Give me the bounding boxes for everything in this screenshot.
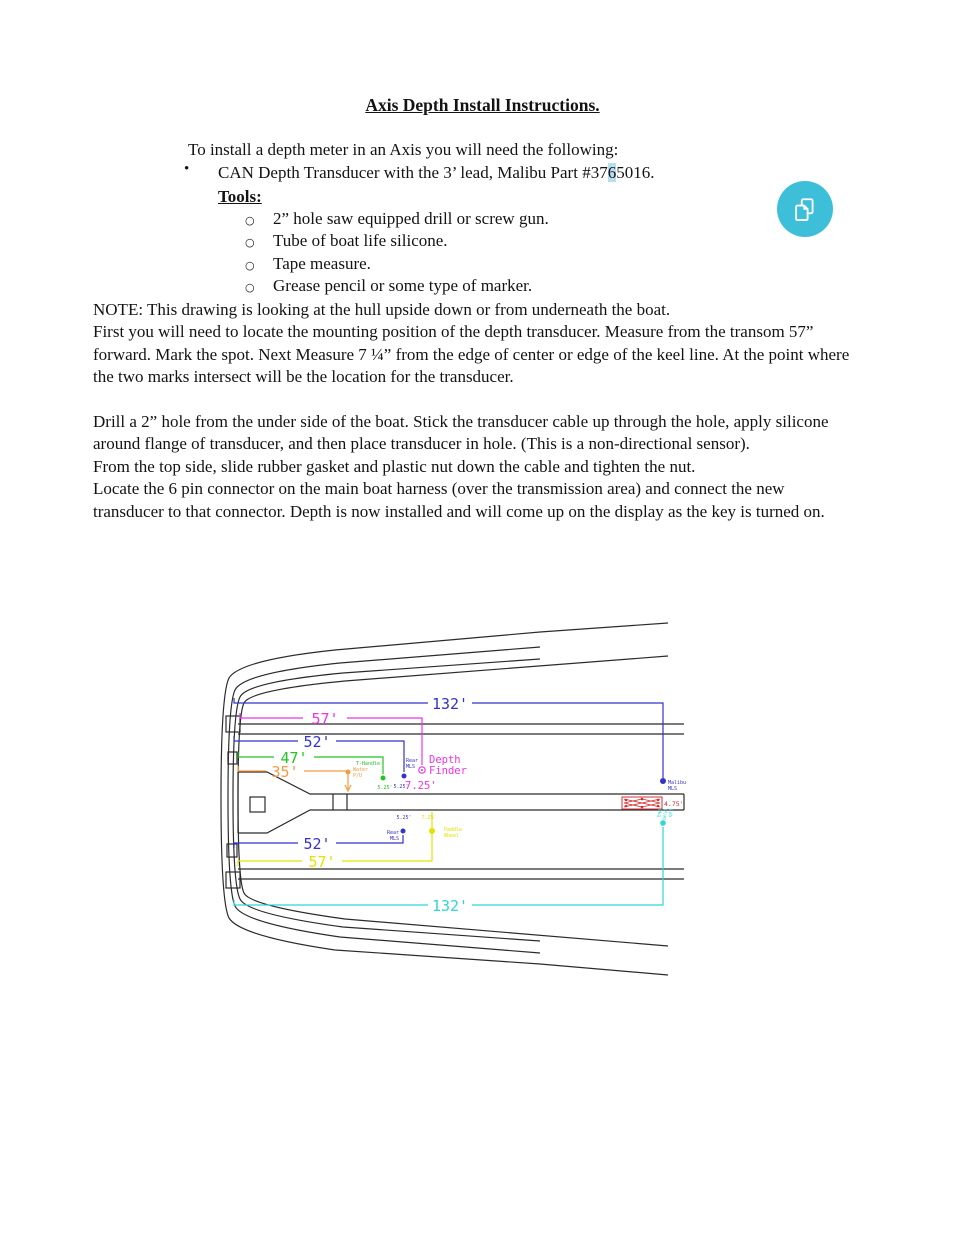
paragraph-first-measure: First you will need to locate the mounting position of the depth transducer. Measure from the transom 57” forward. Mark the spot. Next Measure 7 ¼” from the edge of center or edge of the keel line. At the point where the two marks intersect will be the location for the transducer.: [93, 322, 850, 387]
t-handle-marker: [381, 776, 386, 781]
list-item: [245, 276, 549, 298]
highlighted-character: 6: [607, 163, 617, 182]
tool-item-grease-pencil: Grease pencil or some type of marker.: [273, 276, 533, 296]
transom-fitting: [228, 752, 237, 764]
dim-52-top: [234, 733, 418, 790]
dim-57-bottom-label: 57': [308, 853, 336, 871]
rear-mls-bottom-offset-label: 5.25': [396, 815, 412, 821]
paragraph-note: NOTE: This drawing is looking at the hull upside down or from underneath the boat.: [93, 300, 671, 319]
tool-item-silicone: Tube of boat life silicone.: [273, 231, 448, 251]
rear-mls-bottom-label-line2: MLS: [389, 836, 399, 842]
hull-diagram: [208, 610, 700, 986]
dim-132-top-label: 132': [431, 695, 469, 713]
dim-132-bottom: [234, 809, 673, 915]
paddle-wheel-label-line2: Wheel: [444, 833, 460, 839]
water-pickup-label-line2: P/U: [353, 773, 363, 779]
paddle-wheel-marker: [429, 828, 435, 834]
depth-finder-label-line2: Finder: [429, 765, 467, 777]
keel-strip: [238, 772, 687, 833]
malibu-mls-label-line2: MLS: [668, 786, 678, 792]
bracket-offset-label: 4.75': [664, 800, 684, 808]
intro-line: To install a depth meter in an Axis you will need the following:: [188, 140, 619, 159]
hull-outer-edge: [221, 623, 668, 975]
malibu-mls-marker: [660, 778, 666, 784]
plug-pkg-label-line3: Pkg: [656, 809, 661, 818]
paragraph-topside: From the top side, slide rubber gasket and plastic nut down the cable and tighten the nut.: [93, 456, 696, 476]
tools-list: [245, 209, 549, 299]
tool-item-tape: Tape measure.: [273, 253, 371, 273]
dim-52-bottom-label: 52': [303, 835, 331, 853]
list-item: [245, 231, 549, 253]
transom-fitting: [226, 872, 240, 888]
keel-bracket: [622, 797, 684, 809]
list-item: [245, 254, 549, 276]
dim-35-top: [238, 763, 368, 791]
paragraph-drill: Drill a 2” hole from the under side of the boat. Stick the transducer cable up through the hole, apply silicone around flange of transducer, and then place transducer in hole. (This is a non-directional sensor).: [93, 412, 829, 454]
tool-item-holesaw: 2” hole saw equipped drill or screw gun.: [273, 209, 549, 228]
page-title: [0, 95, 965, 116]
dim-47-top-label: 47': [280, 749, 308, 767]
paragraph-gap: [93, 389, 853, 411]
bullet-item-transducer: [218, 163, 654, 183]
bullet-item-before: CAN Depth Transducer with the 3’ lead, Malibu Part #37: [218, 163, 608, 182]
rear-mls-top-label-line2: MLS: [406, 764, 416, 770]
rear-mls-bottom-marker: [401, 829, 406, 834]
t-handle-offset-label: 5.25': [377, 785, 393, 791]
page-title-text: Axis Depth Install Instructions.: [365, 95, 600, 115]
list-item: [245, 209, 549, 231]
dim-132-top: [234, 695, 686, 792]
circle-bullet-icon: ○: [245, 214, 255, 227]
paragraph-locate-connector: Locate the 6 pin connector on the main boat harness (over the transmission area) and connect the new transducer to that connector. Depth is now installed and will come up on the display as the key is turned on.: [93, 479, 825, 521]
depth-finder-marker-dot: [421, 769, 423, 771]
rear-mls-top-label-line1: Rear: [406, 758, 419, 764]
t-handle-label: T-Handle: [355, 761, 380, 767]
plug-pkg-label: [656, 809, 673, 820]
hull-chine-line: [233, 659, 540, 941]
dim-52-bottom: [234, 815, 412, 853]
water-pickup-marker: [346, 770, 351, 775]
circle-bullet-icon: ○: [245, 236, 255, 250]
dim-47-top: [238, 749, 393, 791]
body-paragraphs: [93, 299, 853, 523]
bullet-marker: •: [184, 161, 190, 177]
transom-fitting: [226, 716, 240, 732]
plug-pkg-marker: [660, 820, 666, 826]
hull-outline: [221, 623, 687, 975]
drain-plug-square: [250, 797, 265, 812]
rear-mls-top-offset-label: 5.25': [393, 784, 409, 790]
dim-57-top-label: 57': [311, 710, 339, 728]
circle-bullet-icon: ○: [245, 258, 255, 272]
paddle-wheel-offset-label: 7.25': [421, 815, 437, 821]
depth-finder-offset-label: 7.25': [405, 780, 437, 792]
rear-mls-top-marker: [402, 774, 407, 779]
plug-pkg-label-line1: Exh: [667, 809, 672, 818]
copy-pages-button[interactable]: [777, 181, 833, 237]
dim-52-top-label: 52': [303, 733, 331, 751]
plug-pkg-label-line2: Plug: [661, 809, 667, 820]
rear-mls-bottom-label-line1: Rear: [386, 830, 399, 836]
water-pickup-label-line1: Water: [353, 767, 369, 773]
dim-35-top-label: 35': [271, 763, 299, 781]
copy-pages-icon: [792, 196, 818, 222]
malibu-mls-label-line1: Malibu: [668, 780, 687, 786]
bullet-item-after: 5016.: [616, 163, 655, 182]
dim-57-bottom: [238, 812, 462, 871]
depth-finder-label-line1: Depth: [429, 754, 461, 766]
circle-bullet-icon: ○: [245, 281, 255, 295]
tools-heading: Tools:: [218, 187, 262, 206]
paddle-wheel-label-line1: Paddle: [444, 827, 463, 833]
dim-132-bottom-label: 132': [431, 897, 469, 915]
